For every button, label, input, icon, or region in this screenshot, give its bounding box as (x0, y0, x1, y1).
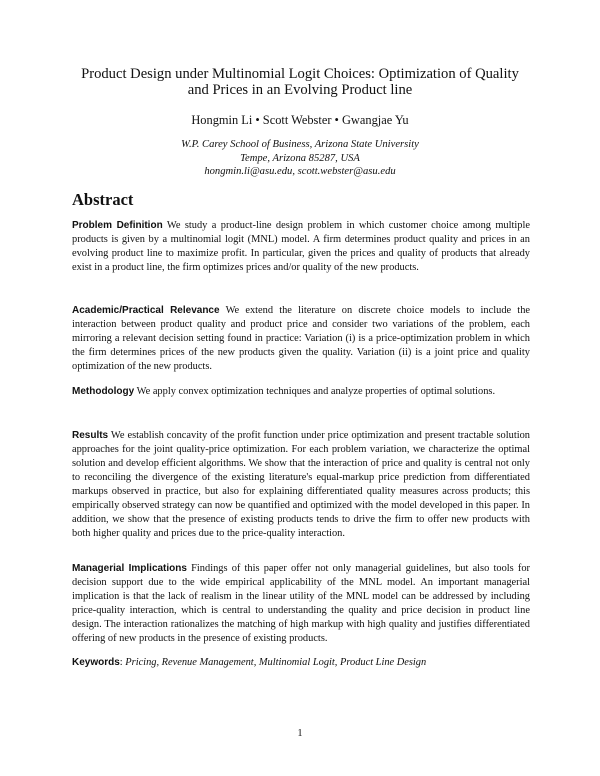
page-number: 1 (297, 728, 303, 739)
title-line-2: and Prices in an Evolving Product line (187, 82, 413, 98)
keywords-label: Keywords (72, 657, 120, 668)
abstract-relevance (72, 304, 530, 374)
keywords-items: Pricing, Revenue Management, Multinomial Logit, Product Line Design (125, 657, 427, 668)
section-lead: Managerial Implications (72, 563, 187, 574)
section-text: We study a product-line design problem in which customer choice among multiple products is given by a multinomial logit (MNL) model. A firm determines product quality and prices in an evolving product line to maximize profit. In particular, given the prices and quality of products that already exist in a product line, the firm optimizes prices and/or quality of the new products. (72, 220, 530, 273)
affiliation-address: Tempe, Arizona 85287, USA (240, 152, 360, 164)
abstract-problem-definition (72, 219, 530, 275)
keywords (72, 657, 426, 668)
keywords-colon: : (119, 657, 126, 668)
abstract-results (72, 429, 530, 541)
section-lead: Results (72, 430, 109, 441)
abstract-methodology (72, 385, 530, 399)
section-text: We establish concavity of the profit function under price optimization and present tractable solution approaches for the joint quality-price optimization. For each problem variation, we characterize the optimal solution and develop efficient algorithms. We show that the interaction of price and quality is central not only to reconciling the divergence of the existing literature's equal-markup price prediction from differentiated markups observed in practice, but also for explaining differentiated quality measures across products; this empirically observed strategy can now be quantified and optimized with the model developed in this paper. In addition, we show that the presence of existing products tends to drive the firm to offer new products with both higher quality and prices due to the price-quality interaction. (72, 430, 530, 539)
section-text: We apply convex optimization techniques and analyze properties of optimal solutions. (136, 386, 496, 397)
abstract-managerial-implications (72, 562, 530, 646)
paper-title (60, 66, 540, 98)
affiliation-school: W.P. Carey School of Business, Arizona State University (181, 139, 419, 150)
section-text: Findings of this paper offer not only managerial guidelines, but also tools for decision support due to the wide empirical applicability of the MNL model. An important managerial implication is that the lack of realism in the linear utility of the MNL model can be addressed by including price-quality interaction, which is central to understanding the quality and price decision in product line design. The interaction rationalizes the matching of high markup with high quality and justifies differentiated offering of new products in the presence of existing products. (72, 563, 530, 644)
section-lead: Academic/Practical Relevance (72, 305, 220, 316)
section-lead: Problem Definition (72, 220, 163, 231)
title-line-1: Product Design under Multinomial Logit Choices: Optimization of Quality (81, 66, 519, 82)
section-text: We extend the literature on discrete choice models to include the interaction between product quality and product price and consider two variations of the problem, each mirroring a relevant decision setting found in practice: Variation (i) is a price-optimization problem in which the firm determines prices of the new products given the quality. Variation (ii) is a joint price and quality optimization of the new products. (72, 305, 530, 372)
abstract-heading: Abstract (72, 190, 134, 209)
affiliation (60, 138, 540, 179)
author-emails: hongmin.li@asu.edu, scott.webster@asu.edu (204, 166, 396, 178)
section-lead: Methodology (72, 386, 135, 397)
author-list: Hongmin Li • Scott Webster • Gwangjae Yu (191, 113, 409, 127)
